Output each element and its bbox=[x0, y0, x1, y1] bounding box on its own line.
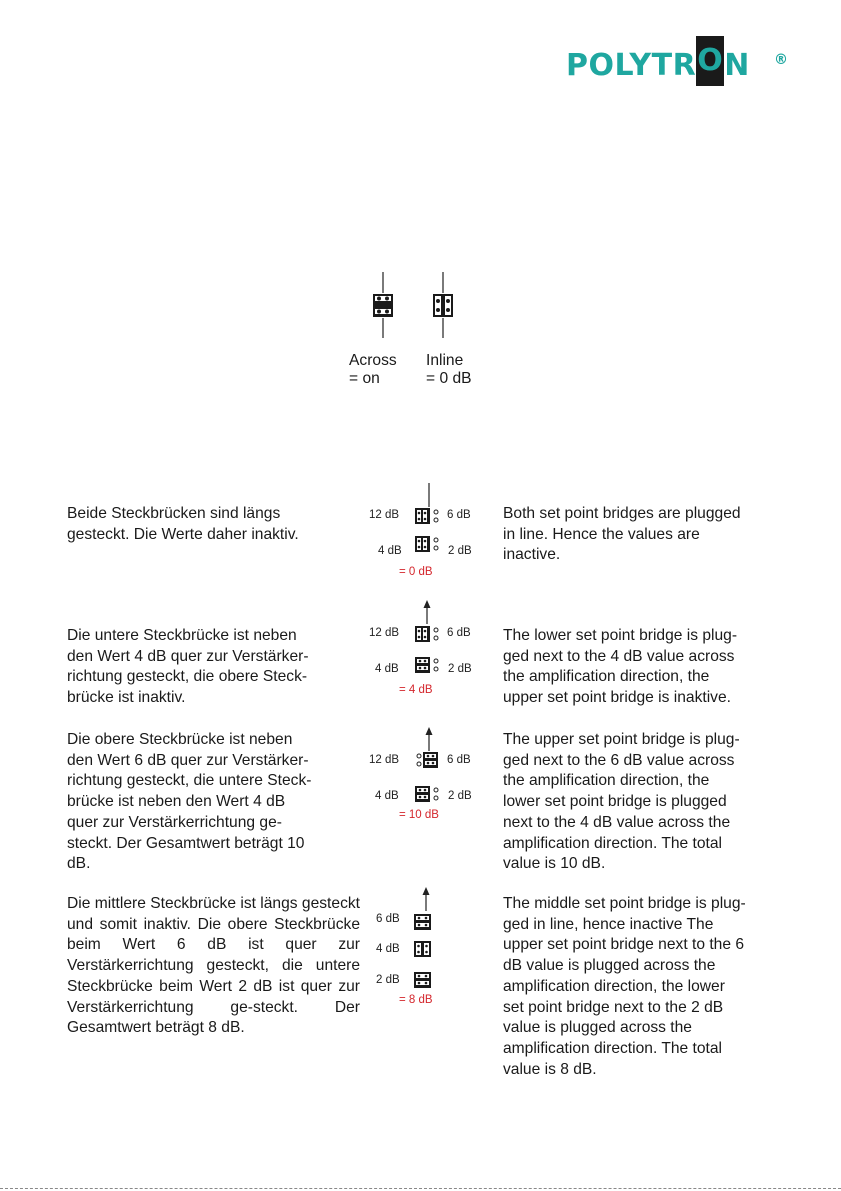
logo-text-boxed: O bbox=[696, 36, 724, 86]
legend-inline-label: Inline = 0 dB bbox=[426, 352, 472, 387]
example-2-label-6db: 6 dB bbox=[447, 627, 471, 639]
example-3-german-text: Die obere Steckbrücke ist neben den Wert 6 dB quer zur Verstärker- richtung gesteckt, die untere Steck- brücke ist neben den Wert 4 dB quer zur Verstärkerrichtung ge- steckt. Der Gesamtwert beträgt 10 dB. bbox=[67, 731, 312, 873]
example-4-label-6db: 6 dB bbox=[376, 913, 400, 925]
example-3-label-2db: 2 dB bbox=[448, 790, 472, 802]
example-2-label-4db: 4 dB bbox=[375, 663, 399, 675]
logo-text-post: N bbox=[724, 48, 750, 83]
example-4-result: = 8 dB bbox=[399, 994, 433, 1006]
legend-across-label: Across = on bbox=[349, 352, 397, 387]
example-2-english-text: The lower set point bridge is plug- ged next to the 4 dB value across the amplification direction, the upper set point bridge is inaktive. bbox=[503, 627, 738, 707]
example-3-label-6db: 6 dB bbox=[447, 754, 471, 766]
example-1-english-text: Both set point bridges are plugged in line. Hence the values are inactive. bbox=[503, 505, 741, 564]
example-4-bridge-diagram bbox=[408, 887, 468, 997]
example-4-label-2db: 2 dB bbox=[376, 974, 400, 986]
example-3-english-text: The upper set point bridge is plug- ged next to the 6 dB value across the amplification direction, the lower set point bridge is plugged next to the 4 dB value across the amplification direction. The total value is 10 dB. bbox=[503, 731, 740, 873]
inline-bridge-icon bbox=[433, 272, 453, 338]
logo-registered-mark: ® bbox=[774, 52, 789, 68]
example-2-result: = 4 dB bbox=[399, 684, 433, 696]
example-4-english-text: The middle set point bridge is plug- ged in line, hence inactive The upper set point bridge next to the 6 dB value is plugged across the amplification direction, the lower set point bridge next to the 2 dB value is plugged across the amplification direction. The total value is 8 dB. bbox=[503, 895, 746, 1078]
logo-text-pre: POLYTR bbox=[566, 48, 697, 83]
example-2-label-12db: 12 dB bbox=[369, 627, 400, 639]
example-1-label-6db: 6 dB bbox=[447, 509, 471, 521]
polytron-logo bbox=[566, 43, 789, 86]
example-3-result: = 10 dB bbox=[399, 809, 439, 821]
page-bottom-divider bbox=[0, 1188, 841, 1189]
example-4-german-text: Die mittlere Steckbrücke ist längs gesteckt und somit inaktiv. Die obere Steckbrücke beim Wert 6 dB ist quer zur Verstärkerrichtung gesteckt, die untere Steckbrücke beim Wert 2 dB ist quer zur Verstärkerrichtung ge-steckt. Der Gesamtwert beträgt 8 dB. bbox=[67, 895, 360, 1037]
example-1-result: = 0 dB bbox=[399, 566, 433, 578]
example-4-label-4db: 4 dB bbox=[376, 943, 400, 955]
example-1-german-text: Beide Steckbrücken sind längs gesteckt. Die Werte daher inaktiv. bbox=[67, 505, 299, 543]
example-2-label-2db: 2 dB bbox=[448, 663, 472, 675]
example-1-label-2db: 2 dB bbox=[448, 545, 472, 557]
example-3-label-12db: 12 dB bbox=[369, 754, 400, 766]
example-2-german-text: Die untere Steckbrücke ist neben den Wert 4 dB quer zur Verstärker- richtung gesteckt, die obere Steck- brücke ist inaktiv. bbox=[67, 627, 309, 707]
example-1-label-12db: 12 dB bbox=[369, 509, 400, 521]
example-3-label-4db: 4 dB bbox=[375, 790, 399, 802]
example-1-label-4db: 4 dB bbox=[378, 545, 402, 557]
across-bridge-icon bbox=[373, 272, 393, 338]
